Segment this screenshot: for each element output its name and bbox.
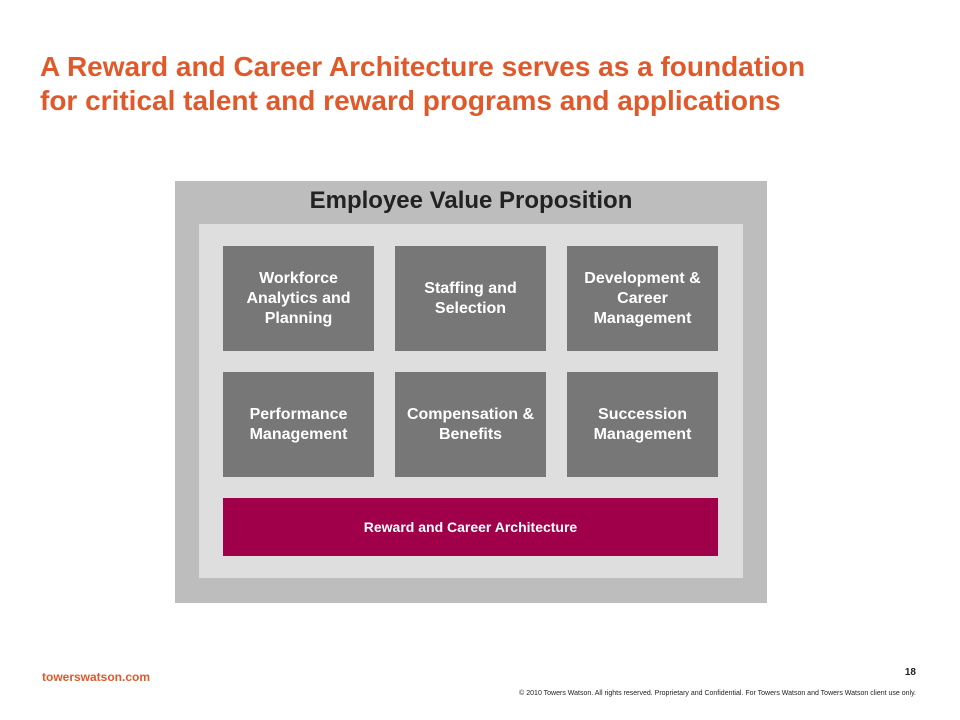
program-box-workforce-analytics: Workforce Analytics and Planning — [223, 246, 374, 351]
footer-website-link[interactable]: towerswatson.com — [42, 670, 151, 684]
slide-title — [40, 50, 940, 118]
foundation-bar-reward-career-architecture: Reward and Career Architecture — [223, 498, 718, 556]
program-box-development-career: Development & Career Management — [567, 246, 718, 351]
slide-title-line-2: for critical talent and reward programs and applications — [40, 85, 781, 116]
program-box-staffing-selection: Staffing and Selection — [395, 246, 546, 351]
employee-value-proposition-panel — [175, 181, 767, 603]
programs-panel — [199, 224, 743, 578]
slide-title-line-1: A Reward and Career Architecture serves as a foundation — [40, 51, 806, 82]
page-number: 18 — [904, 667, 916, 678]
program-box-performance-management: Performance Management — [223, 372, 374, 477]
copyright-notice: © 2010 Towers Watson. All rights reserved. Proprietary and Confidential. For Towers Watson and Towers Watson client use only. — [519, 690, 916, 697]
employee-value-proposition-label: Employee Value Proposition — [309, 187, 633, 214]
program-box-compensation-benefits: Compensation & Benefits — [395, 372, 546, 477]
program-box-succession-management: Succession Management — [567, 372, 718, 477]
